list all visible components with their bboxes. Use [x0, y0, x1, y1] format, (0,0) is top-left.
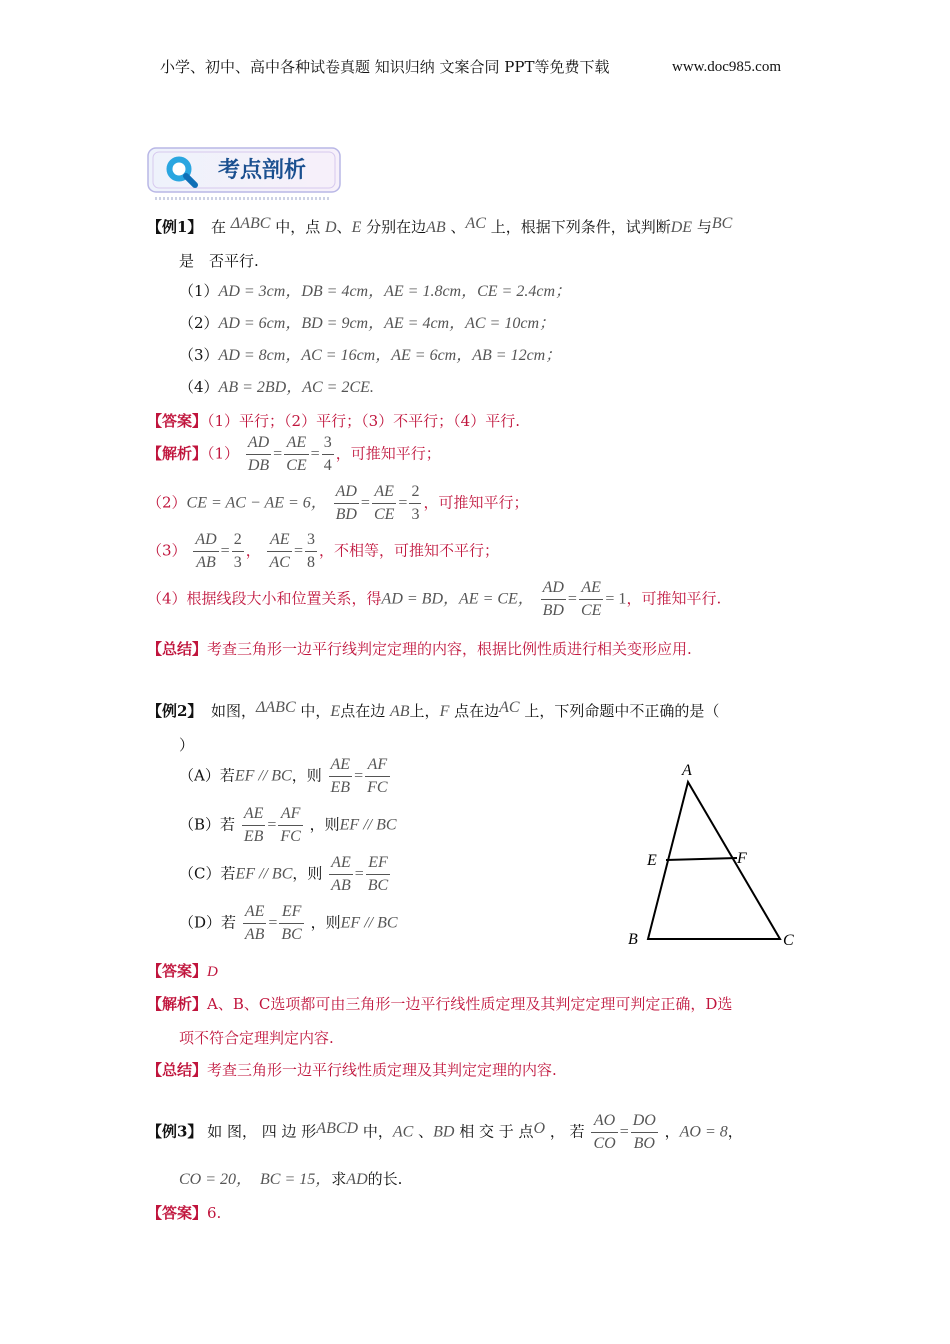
ex2-question-line1: 如图，ΔABC 中，E点在边 AB上，F 点在边AC 上，下列命题中不正确的是（ — [211, 699, 720, 720]
ex2-question-close: ） — [179, 736, 195, 754]
ex2-option-a: （A）若EF // BC，则 $\frac{AE}{EB}$ = $\frac{AF}{FC}$ — [179, 756, 388, 796]
vertex-c: C — [783, 932, 794, 949]
ex1-item-3: （3）AD = 8cm，AC = 16cm，AE = 6cm，AB = 12cm； — [179, 346, 562, 364]
ex2-option-c: （C）若EF // BC，则 $\frac{AE}{AB}$ = $\frac{EF}{BC}$ — [179, 854, 389, 894]
ex1-question-line1: 在 ΔABC 中，点 D、E 分别在边AB 、AC 上，根据下列条件，试判断DE 与BC — [211, 215, 733, 236]
ex1-summary: 【总结】考查三角形一边平行线判定定理的内容，根据比例性质进行相关变形应用. — [147, 640, 692, 658]
ex1-answer: 【答案】（1）平行；（2）平行；（3）不平行；（4）平行. — [147, 412, 520, 430]
ex1-analysis-3: （3） $\frac{AD}{AB}$ = $\frac{2}{3}$ ， $\frac{AE}{AC}$ = $\frac{3}{8}$ ，不相等，可推知不平行； — [147, 531, 499, 571]
ex3-question-line2: CO = 20， BC = 15，求AD的长. — [179, 1170, 403, 1188]
segment-ef — [666, 858, 737, 860]
banner-title: 考点剖析 — [218, 158, 307, 183]
header-url[interactable]: www.doc985.com — [672, 59, 782, 75]
ex2-analysis-line2: 项不符合定理判定内容. — [179, 1029, 334, 1047]
ex2-option-d: （D）若 $\frac{AE}{AB}$ = $\frac{EF}{BC}$ ，则EF // BC — [179, 903, 398, 943]
ex2-answer: 【答案】D — [147, 962, 218, 980]
ex1-question-line2: 是 否平行. — [179, 252, 259, 270]
ex2-option-b: （B）若 $\frac{AE}{EB}$ = $\frac{AF}{FC}$ ，则EF // BC — [179, 805, 397, 845]
ex2-analysis-line1: 【解析】A、B、C选项都可由三角形一边平行线性质定理及其判定定理可判定正确，D选 — [147, 995, 733, 1013]
point-e: E — [647, 852, 657, 869]
ex3-question-line1: 【例3】 如 图， 四 边 形ABCD 中，AC 、BD 相 交 于 点O ， 若 $\frac{AO}{CO}$ = $\frac{DO}{BO}$ ，AO = 8， — [147, 1112, 743, 1152]
ex1-item-1: （1）AD = 3cm，DB = 4cm，AE = 1.8cm，CE = 2.4cm； — [179, 282, 572, 300]
header-text: 小学、初中、高中各种试卷真题 知识归纳 文案合同 PPT等免费下载 — [160, 58, 610, 76]
vertex-a: A — [682, 762, 692, 779]
ex2-summary: 【总结】考查三角形一边平行线性质定理及其判定定理的内容. — [147, 1061, 557, 1079]
ex1-analysis-2: （2）CE = AC − AE = 6， $\frac{AD}{BD}$ = $\frac{AE}{CE}$ = $\frac{2}{3}$ ，可推知平行； — [147, 483, 529, 523]
ex1-item-4: （4）AB = 2BD，AC = 2CE. — [179, 378, 374, 396]
ex1-analysis-4: （4）根据线段大小和位置关系，得AD = BD，AE = CE， $\frac{AD}{BD}$ = $\frac{AE}{CE}$ = 1，可推知平行. — [147, 579, 722, 619]
point-f: F — [737, 850, 747, 867]
vertex-b: B — [628, 931, 638, 948]
triangle-figure — [620, 760, 820, 960]
ex2-label: 【例2】 — [147, 702, 203, 720]
ex1-item-2: （2）AD = 6cm，BD = 9cm，AE = 4cm，AC = 10cm； — [179, 314, 556, 332]
section-banner — [146, 146, 342, 200]
ex1-label: 【例1】 — [147, 218, 203, 236]
ex1-analysis-1: 【解析】（1） $\frac{AD}{DB}$ = $\frac{AE}{CE}$ = $\frac{3}{4}$ ，可推知平行； — [147, 434, 441, 474]
search-icon — [162, 152, 202, 192]
ex3-answer: 【答案】6. — [147, 1204, 222, 1222]
